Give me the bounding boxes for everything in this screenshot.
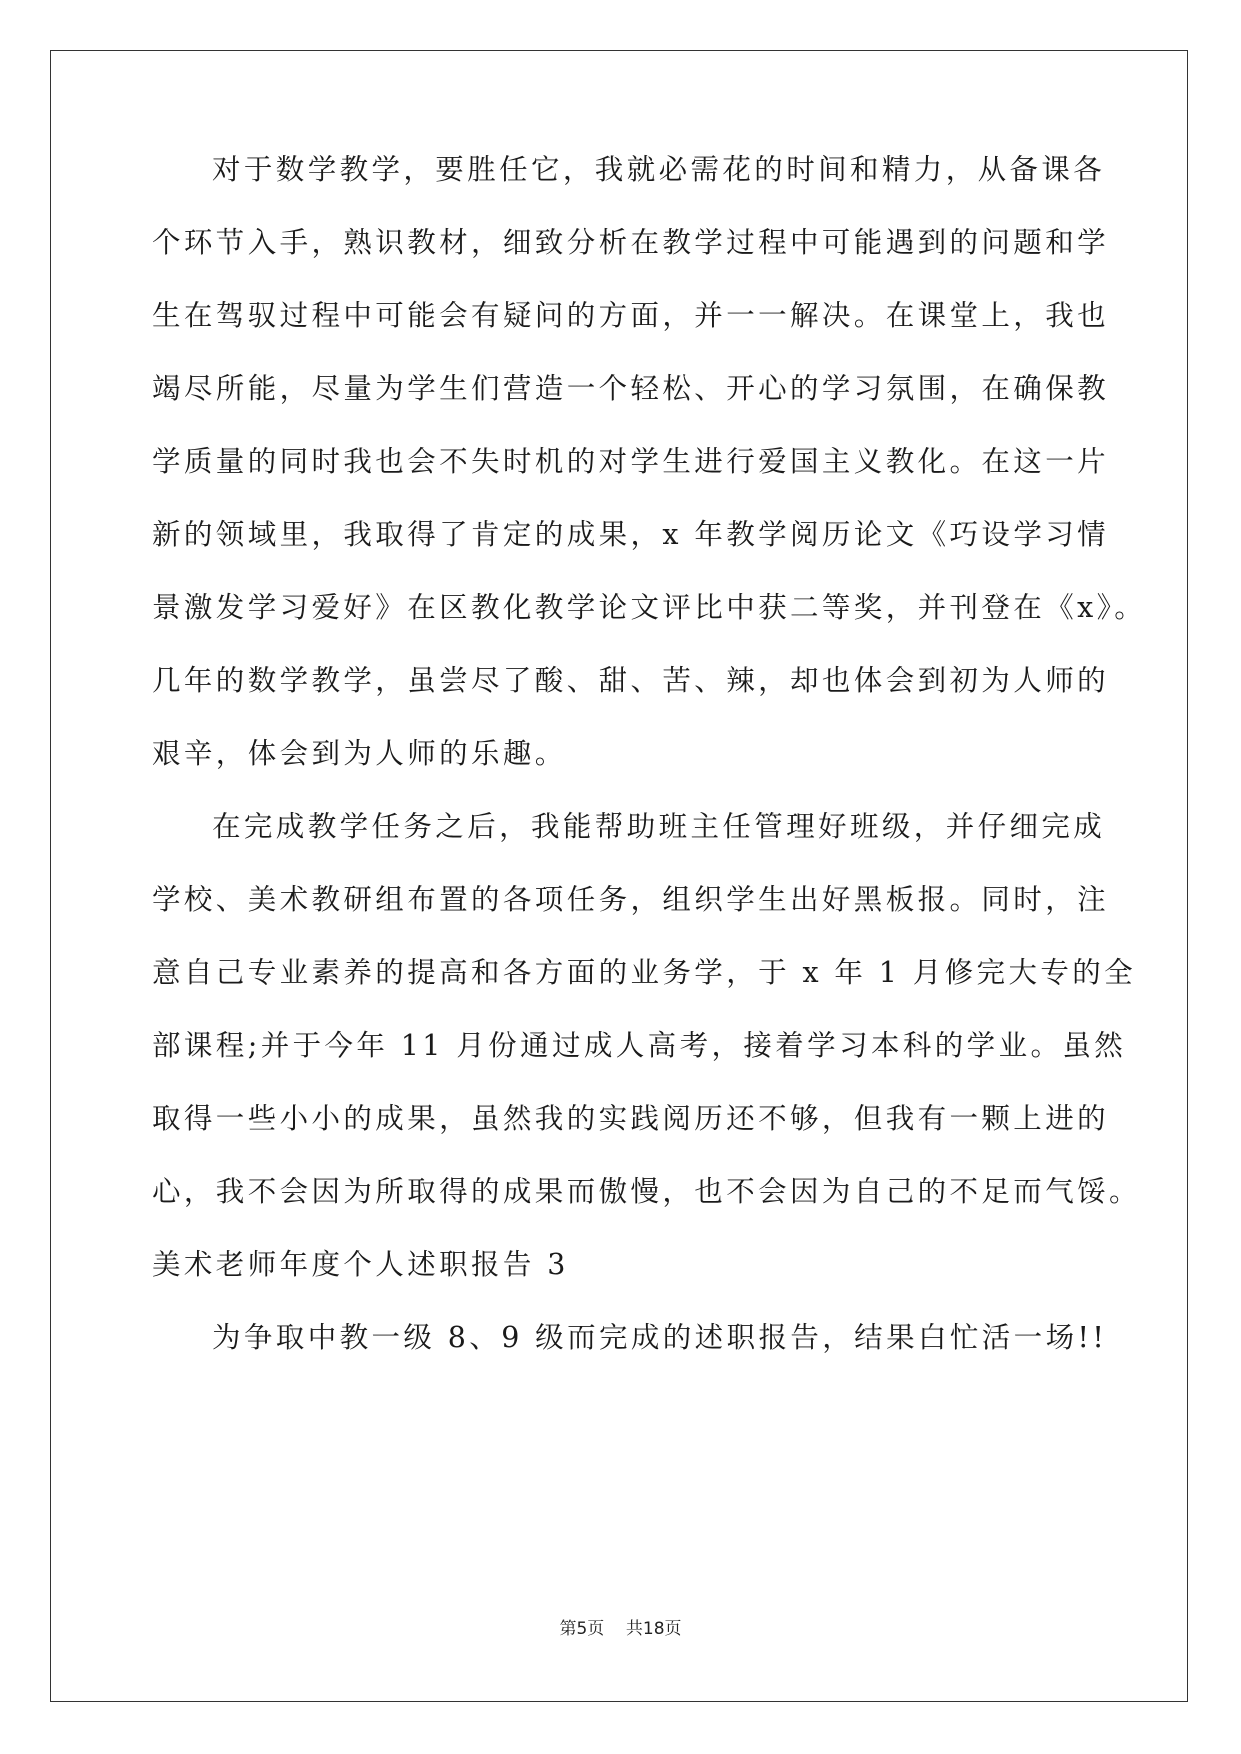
paragraph-2-line-5: 取得一些小小的成果，虽然我的实践阅历还不够，但我有一颗上进的 [152, 1102, 1110, 1135]
paragraph-1-line-5: 学质量的同时我也会不失时机的对学生进行爱国主义教化。在这一片 [152, 445, 1110, 478]
paragraph-1-line-7: 景激发学习爱好》在区教化教学论文评比中获二等奖，并刊登在《x》。 [152, 591, 1147, 624]
page-number: 5 [576, 1619, 588, 1639]
paragraph-1-line-3: 生在驾驭过程中可能会有疑问的方面，并一一解决。在课堂上，我也 [152, 299, 1110, 332]
paragraph-2-line-2: 学校、美术教研组布置的各项任务，组织学生出好黑板报。同时，注 [152, 883, 1110, 916]
page-footer [0, 1617, 1241, 1641]
page-prefix: 第 [559, 1619, 577, 1639]
paragraph-2-line-3: 意自己专业素养的提高和各方面的业务学，于 x 年 1 月修完大专的全 [152, 956, 1137, 989]
paragraph-1-line-9: 艰辛，体会到为人师的乐趣。 [152, 737, 567, 770]
paragraph-2-line-4: 部课程;并于今年 11 月份通过成人高考，接着学习本科的学业。虽然 [152, 1029, 1127, 1062]
section-heading: 美术老师年度个人述职报告 3 [152, 1248, 569, 1281]
total-suffix: 页 [664, 1619, 682, 1639]
paragraph-2-line-1: 在完成教学任务之后，我能帮助班主任管理好班级，并仔细完成 [212, 810, 1106, 843]
paragraph-1-line-4: 竭尽所能，尽量为学生们营造一个轻松、开心的学习氛围，在确保教 [152, 372, 1110, 405]
paragraph-1-line-6: 新的领域里，我取得了肯定的成果，x 年教学阅历论文《巧设学习情 [152, 518, 1110, 551]
total-prefix: 共 [625, 1619, 643, 1639]
paragraph-1-line-2: 个环节入手，熟识教材，细致分析在教学过程中可能遇到的问题和学 [152, 226, 1110, 259]
total-pages: 18 [642, 1619, 665, 1639]
page-suffix: 页 [587, 1619, 605, 1639]
paragraph-3-line-1: 为争取中教一级 8、9 级而完成的述职报告，结果白忙活一场!! [212, 1321, 1108, 1354]
paragraph-2-line-6: 心，我不会因为所取得的成果而傲慢，也不会因为自己的不足而气馁。 [152, 1175, 1141, 1208]
paragraph-1-line-8: 几年的数学教学，虽尝尽了酸、甜、苦、辣，却也体会到初为人师的 [152, 664, 1110, 697]
paragraph-1-line-1: 对于数学教学，要胜任它，我就必需花的时间和精力，从备课各 [212, 153, 1106, 186]
